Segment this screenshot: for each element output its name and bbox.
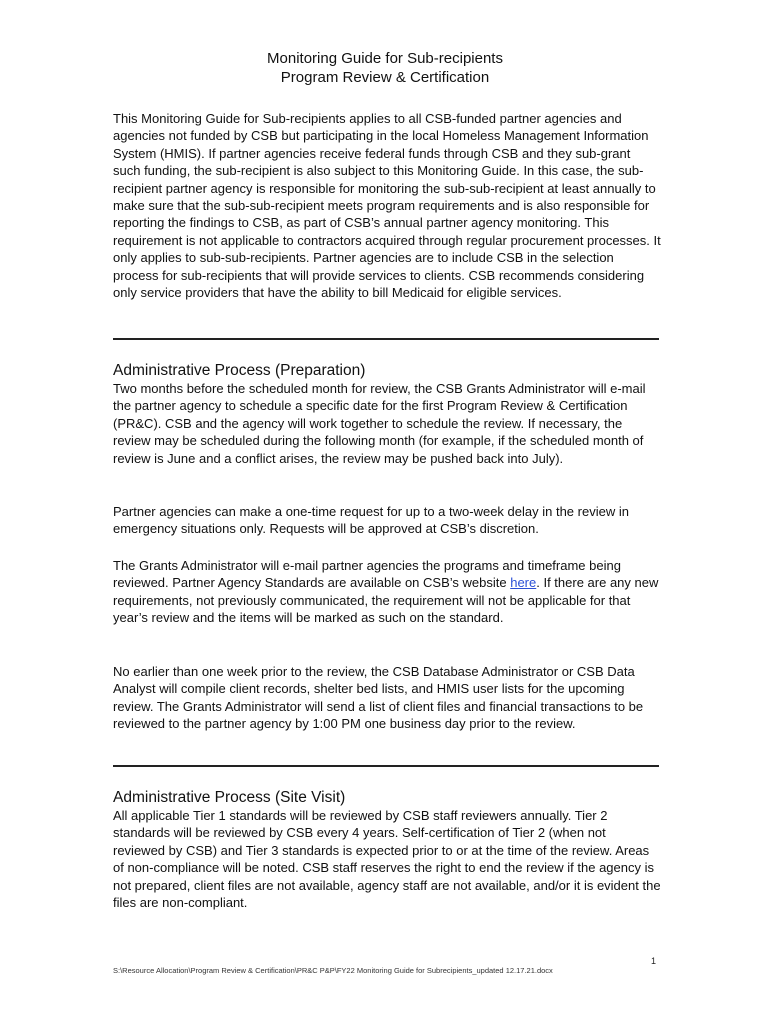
- preparation-paragraph-3-text-a: The Grants Administrator will e-mail partner agencies the programs and timeframe being reviewed. Partner Agency Standards are available on CSB’s website: [113, 558, 621, 591]
- section-divider: [113, 338, 659, 340]
- preparation-paragraph-4: No earlier than one week prior to the review, the CSB Database Administrator or CSB Data Analyst will compile client records, shelter bed lists, and HMIS user lists for the upcoming review. The Grants Administrator will send a list of client files and financial transactions to be reviewed to the partner agency by 1:00 PM one business day prior to the review.: [113, 664, 644, 732]
- preparation-paragraph-3: [113, 557, 661, 627]
- footer-file-path: S:\Resource Allocation\Program Review & Certification\PR&C P&P\FY22 Monitoring Guide for Subrecipients_updated 12.17.21.docx: [113, 966, 553, 975]
- page-number: 1: [651, 956, 657, 966]
- intro-paragraph: This Monitoring Guide for Sub-recipients applies to all CSB-funded partner agencies and agencies not funded by CSB but participating in the local Homeless Management Information System (HMIS). If partner agencies receive federal funds through CSB and they sub-grant such funding, the sub-recipient is also subject to this Monitoring Guide. In this case, the sub-recipient partner agency is responsible for monitoring the sub-sub-recipient at least annually to make sure that the sub-sub-recipient meets program requirements and is also responsible for reporting the findings to CSB, as part of CSB’s annual partner agency monitoring. This requirement is not applicable to contractors acquired through regular procurement processes. It only applies to sub-sub-recipients. Partner agencies are to include CSB in the selection process for sub-recipients that will provide services to clients. CSB recommends considering only service providers that have the ability to bill Medicaid for eligible services.: [113, 111, 661, 301]
- site-visit-heading: Administrative Process (Site Visit): [113, 789, 346, 806]
- preparation-paragraph-1: Two months before the scheduled month for review, the CSB Grants Administrator will e-mail the partner agency to schedule a specific date for the first Program Review & Certification (PR&C). CSB and the agency will work together to schedule the review. If necessary, the review may be scheduled during the following month (for example, if the scheduled month of review is June and a conflict arises, the review may be pushed back into July).: [113, 381, 646, 466]
- document-title-line-1: Monitoring Guide for Sub-recipients: [267, 50, 503, 67]
- site-visit-paragraph-1: All applicable Tier 1 standards will be reviewed by CSB staff reviewers annually. Tier 2 standards will be reviewed by CSB every 4 years. Self-certification of Tier 2 (when not reviewed by CSB) and Tier 3 standards is expected prior to or at the time of the review. Areas of non-compliance will be noted. CSB staff reserves the right to end the review if the agency is not prepared, client files are not available, agency staff are not available, and/or it is evident the files are non-compliant.: [113, 808, 661, 911]
- preparation-paragraph-2: Partner agencies can make a one-time request for up to a two-week delay in the review in emergency situations only. Requests will be approved at CSB’s discretion.: [113, 504, 629, 537]
- section-divider: [113, 765, 659, 767]
- preparation-paragraph-3-text-b: . If there are any new requirements, not previously communicated, the requirement will not be applicable for that year’s review and the items will be marked as such on the standard.: [113, 575, 659, 626]
- standards-here-link[interactable]: here: [510, 575, 537, 591]
- preparation-heading: Administrative Process (Preparation): [113, 362, 366, 379]
- document-title-line-2: Program Review & Certification: [280, 69, 490, 86]
